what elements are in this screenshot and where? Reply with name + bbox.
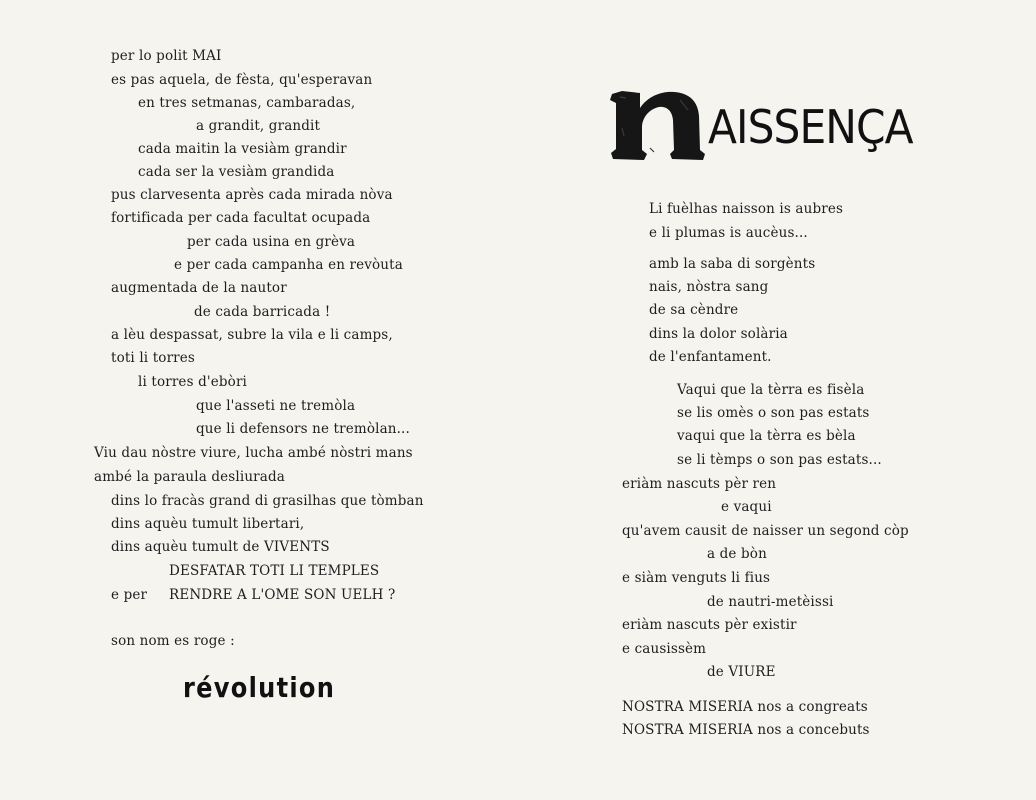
revolution-word: révolution — [183, 671, 336, 704]
poem-line: eriàm nascuts pèr ren — [622, 476, 777, 492]
poem-line: que li defensors ne tremòlan... — [196, 421, 410, 437]
poem-line: DESFATAR TOTI LI TEMPLES — [169, 563, 380, 579]
poem-line: NOSTRA MISERIA nos a congreats — [622, 699, 868, 715]
poem-line: es pas aquela, de fèsta, qu'esperavan — [111, 72, 373, 88]
poem-line: li torres d'ebòri — [138, 374, 248, 390]
poem-line: en tres setmanas, cambaradas, — [138, 95, 356, 111]
poem-line: e causissèm — [622, 641, 707, 657]
poem-line: de cada barricada ! — [194, 304, 331, 320]
poem-line: toti li torres — [111, 350, 195, 366]
poem-line: nais, nòstra sang — [649, 279, 769, 295]
poem-line: que l'asseti ne tremòla — [196, 398, 356, 414]
poem-line: Li fuèlhas naisson is aubres — [649, 201, 844, 217]
title-text: AISSENÇA — [708, 100, 913, 154]
poem-line: amb la saba di sorgènts — [649, 256, 816, 272]
poem-line: a grandit, grandit — [196, 118, 321, 134]
poem-line: dins la dolor solària — [649, 326, 788, 342]
poem-line: qu'avem causit de naisser un segond còp — [622, 523, 909, 539]
poem-line: e siàm venguts li fius — [622, 570, 771, 586]
poem-line: dins aquèu tumult de VIVENTS — [111, 539, 330, 555]
poem-line: dins aquèu tumult libertari, — [111, 516, 305, 532]
poem-line: vaqui que la tèrra es bèla — [677, 428, 856, 444]
poem-line: e per cada campanha en revòuta — [174, 257, 403, 273]
poem-line: eriàm nascuts pèr existir — [622, 617, 797, 633]
poem-line: e per — [111, 587, 148, 603]
poem-line: ambé la paraula desliurada — [94, 469, 285, 485]
poem-line: Viu dau nòstre viure, lucha ambé nòstri mans — [94, 445, 413, 461]
poem-line: augmentada de la nautor — [111, 280, 287, 296]
poem-line: RENDRE A L'OME SON UELH ? — [169, 587, 396, 603]
poem-line: de nautri-metèissi — [707, 594, 834, 610]
poem-line: de VIURE — [707, 664, 776, 680]
poem-line: dins lo fracàs grand di grasilhas que tòmban — [111, 493, 424, 509]
poem-line: cada ser la vesiàm grandida — [138, 164, 335, 180]
poem-line: NOSTRA MISERIA nos a concebuts — [622, 722, 870, 738]
poem-line: se lis omès o son pas estats — [677, 405, 870, 421]
poem-line: Vaqui que la tèrra es fisèla — [677, 382, 865, 398]
poem-line: se li tèmps o son pas estats... — [677, 452, 882, 468]
poem-line: a lèu despassat, subre la vila e li camps, — [111, 327, 393, 343]
poem-line: de l'enfantament. — [649, 349, 772, 365]
poem-line: e li plumas is aucèus... — [649, 225, 808, 241]
poem-line: pus clarvesenta après cada mirada nòva — [111, 187, 393, 203]
poem-line: de sa cèndre — [649, 302, 739, 318]
poem-line: a de bòn — [707, 546, 767, 562]
right-page — [518, 0, 1036, 800]
title-initial-n — [610, 88, 706, 162]
poem-line: e vaqui — [721, 499, 772, 515]
poem-line: fortificada per cada facultat ocupada — [111, 210, 371, 226]
poem-line: per lo polit MAI — [111, 48, 222, 64]
poem-line: cada maitin la vesiàm grandir — [138, 141, 347, 157]
poem-line: son nom es roge : — [111, 633, 235, 649]
poem-line: per cada usina en grèva — [187, 234, 356, 250]
